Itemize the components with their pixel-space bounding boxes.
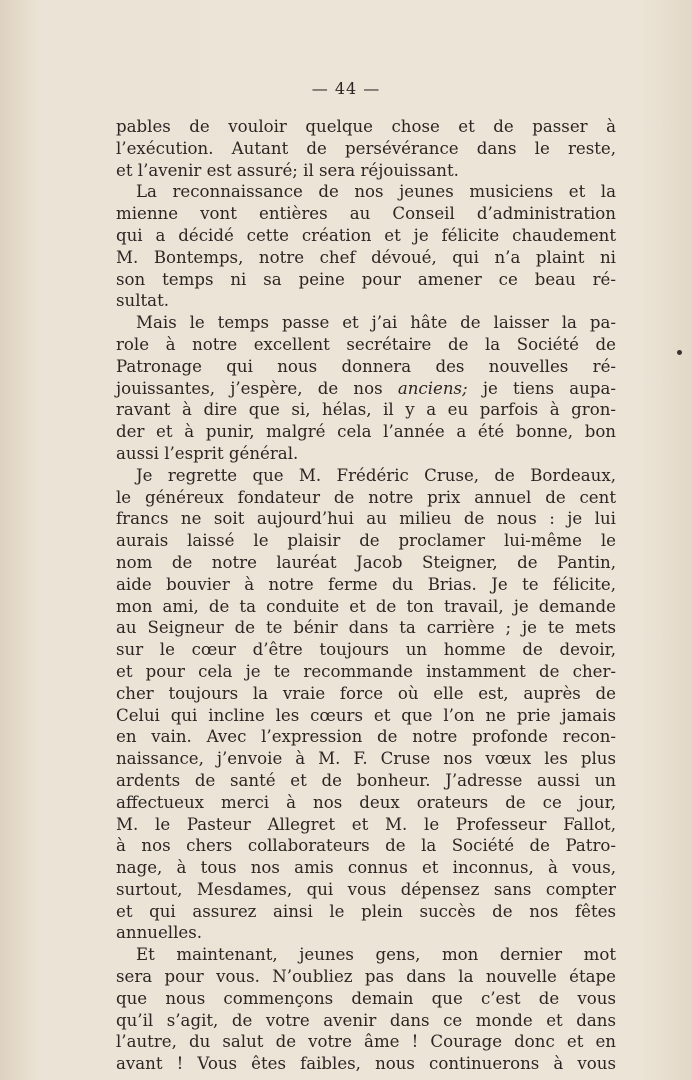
- text-line: mienne vont entières au Conseil d’administration: [116, 204, 616, 224]
- text-line: annuelles.: [116, 923, 202, 943]
- text-line: francs ne soit aujourd’hui au milieu de nous : je lui: [116, 509, 616, 529]
- text-line: sultat.: [116, 291, 170, 311]
- text-line: qui a décidé cette création et je félicite chaudement: [116, 225, 616, 245]
- text-line: Et maintenant, jeunes gens, mon dernier mot: [136, 945, 616, 965]
- text-line: naissance, j’envoie à M. F. Cruse nos vœux les plus: [116, 749, 616, 769]
- text-line: à nos chers collaborateurs de la Société de Patro-: [116, 836, 616, 856]
- text-line: au Seigneur de te bénir dans ta carrière ; je te mets: [116, 618, 616, 638]
- margin-mark: [677, 350, 682, 355]
- text-line: l’autre, du salut de votre âme ! Courage donc et en: [116, 1032, 616, 1052]
- italic-word: anciens;: [397, 378, 468, 398]
- text-line: nage, à tous nos amis connus et inconnus, à vous,: [116, 858, 616, 878]
- text-line: Patronage qui nous donnera des nouvelles ré-: [116, 356, 616, 376]
- text-line: role à notre excellent secrétaire de la Société de: [116, 334, 616, 354]
- text-line: La reconnaissance de nos jeunes musiciens et la: [136, 182, 616, 202]
- text-line: et pour cela je te recommande instamment de cher-: [116, 661, 616, 681]
- text-segment: jouissantes, j’espère, de nos: [116, 378, 398, 398]
- text-line: l’exécution. Autant de persévérance dans le reste,: [116, 138, 616, 158]
- text-line: sera pour vous. N’oubliez pas dans la nouvelle étape: [116, 967, 616, 987]
- text-segment: je tiens aupa-: [467, 378, 616, 398]
- text-line: sur le cœur d’être toujours un homme de devoir,: [116, 640, 616, 660]
- text-line: [116, 378, 616, 400]
- text-line: le généreux fondateur de notre prix annuel de cent: [116, 487, 616, 507]
- text-line: ardents de santé et de bonheur. J’adresse aussi un: [116, 770, 616, 790]
- text-line: que nous commençons demain que c’est de vous: [116, 988, 616, 1008]
- text-line: aide bouvier à notre ferme du Brias. Je te félicite,: [116, 574, 616, 594]
- text-line: pables de vouloir quelque chose et de passer à: [116, 117, 616, 136]
- text-line: avant ! Vous êtes faibles, nous continuerons à vous: [116, 1054, 616, 1074]
- text-line: Mais le temps passe et j’ai hâte de laisser la pa-: [136, 313, 616, 333]
- text-line: Je regrette que M. Frédéric Cruse, de Bordeaux,: [136, 465, 616, 485]
- text-line: et l’avenir est assuré; il sera réjouissant.: [116, 160, 459, 180]
- text-line: affectueux merci à nos deux orateurs de ce jour,: [116, 792, 616, 812]
- text-line: Celui qui incline les cœurs et que l’on ne prie jamais: [116, 705, 616, 725]
- page-number: — 44 —: [311, 79, 381, 98]
- text-line: nom de notre lauréat Jacob Steigner, de Pantin,: [116, 552, 616, 572]
- text-line: son temps ni sa peine pour amener ce beau ré-: [116, 269, 616, 289]
- body-text: [116, 116, 616, 1075]
- text-line: ravant à dire que si, hélas, il y a eu parfois à gron-: [116, 400, 616, 420]
- text-line: aurais laissé le plaisir de proclamer lui-même le: [116, 531, 616, 551]
- text-line: der et à punir, malgré cela l’année a été bonne, bon: [116, 422, 616, 442]
- text-line: qu’il s’agit, de votre avenir dans ce monde et dans: [116, 1010, 616, 1030]
- text-line: en vain. Avec l’expression de notre profonde recon-: [116, 727, 616, 747]
- text-line: et qui assurez ainsi le plein succès de nos fêtes: [116, 901, 616, 921]
- text-line: M. le Pasteur Allegret et M. le Professeur Fallot,: [116, 814, 616, 834]
- text-line: surtout, Mesdames, qui vous dépensez sans compter: [116, 879, 616, 899]
- text-line: M. Bontemps, notre chef dévoué, qui n’a plaint ni: [116, 247, 616, 267]
- text-line: mon ami, de ta conduite et de ton travail, je demande: [116, 596, 616, 616]
- text-line: aussi l’esprit général.: [116, 443, 299, 463]
- text-line: cher toujours la vraie force où elle est, auprès de: [116, 683, 616, 703]
